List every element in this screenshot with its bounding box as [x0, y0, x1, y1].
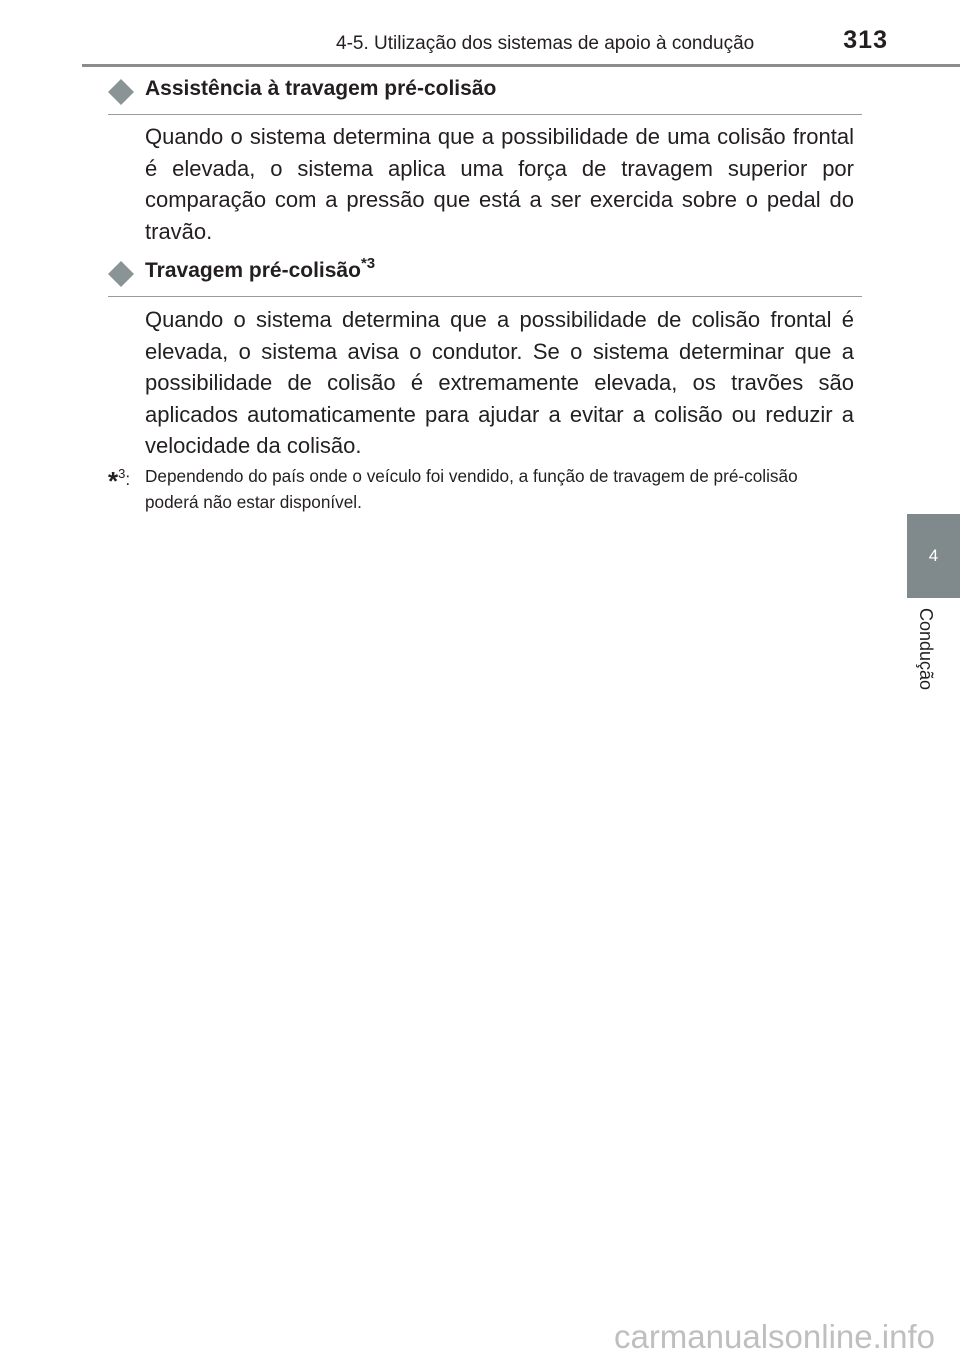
footnote-star: * [108, 466, 119, 496]
section-body: Quando o sistema determina que a possibilidade de colisão frontal é elevada, o sistema avisa o condutor. Se o sistema determinar que a possibilidade de colisão é extremamente elevada, os travões são aplicados automaticamente para ajudar a evitar a colisão ou reduzir a velocidade da colisão. [145, 307, 854, 458]
section-body: Quando o sistema determina que a possibilidade de uma colisão frontal é elevada, o sistema aplica uma força de travagem superior por comparação com a pressão que está a ser exercida sobre o pedal do travão. [145, 124, 854, 244]
section-rule [108, 114, 862, 115]
watermark: carmanualsonline.info [613, 1318, 935, 1355]
diamond-icon [108, 79, 134, 105]
footnote-marker [108, 463, 131, 496]
chapter-label: Condução [916, 608, 936, 691]
diamond-icon [108, 261, 134, 287]
section-rule [108, 296, 862, 297]
section-title [145, 255, 376, 283]
footnote-number: 3 [118, 466, 126, 481]
section-title-text: Assistência à travagem pré-colisão [145, 77, 497, 100]
section-title [145, 77, 496, 101]
section-title-text: Travagem pré-colisão [145, 259, 361, 282]
chapter-tab [907, 514, 960, 598]
page-number: 313 [843, 26, 888, 54]
footnote [108, 463, 854, 515]
section-heading-pre-collision-braking [108, 255, 862, 288]
footnote-reference: *3 [360, 255, 376, 272]
header-section-title: 4-5. Utilização dos sistemas de apoio à condução [336, 33, 755, 54]
chapter-number: 4 [928, 546, 939, 565]
header-rule [82, 64, 960, 67]
section-heading-brake-assist [108, 76, 862, 106]
footnote-text: Dependendo do país onde o veículo foi vendido, a função de travagem de pré-colisão poderá não estar disponível. [145, 466, 798, 512]
footnote-colon: : [125, 469, 131, 489]
